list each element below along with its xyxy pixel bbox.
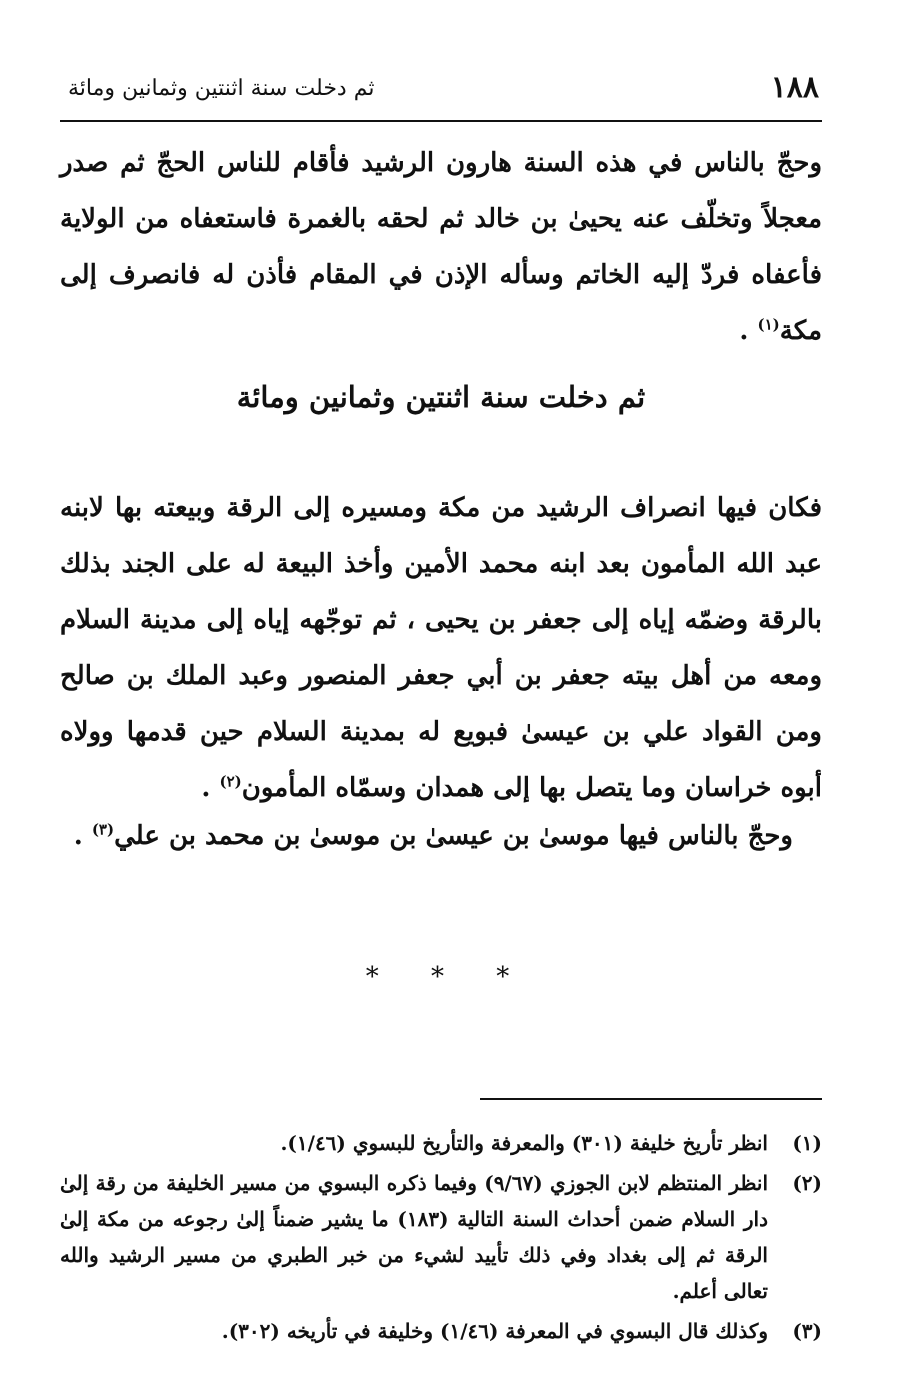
footnote-2 [60, 1165, 822, 1309]
running-title: ثم دخلت سنة اثنتين وثمانين ومائة [68, 76, 375, 101]
header-rule [60, 120, 822, 122]
paragraph-2-text: فكان فيها انصراف الرشيد من مكة ومسيره إلى الرقة وبيعته بها لابنه عبد الله المأمون بعد ابنه محمد الأمين وأخذ البيعة له على الجند بذلك بالرقة وضمّه إياه إلى جعفر بن يحيى ، ثم توجّهه إياه إلى مدينة السلام ومعه من أهل بيته جعفر بن أبي جعفر المنصور وعبد الملك بن صالح ومن القواد علي بن عيسىٰ فبويع له بمدينة السلام حين قدمها وولاه أبوه خراسان وما يتصل بها إلى همدان وسمّاه المأمون [60, 493, 822, 803]
paragraph-2 [60, 480, 822, 816]
footnote-text: انظر تأريخ خليفة (٣٠١) والمعرفة والتأريخ للبسوي (١/٤٦). [280, 1131, 768, 1155]
footnote-number: (٢) [792, 1171, 822, 1195]
footnotes [60, 1125, 822, 1353]
footnote-rule [480, 1098, 822, 1100]
paragraph-3-text: وحجّ بالناس فيها موسىٰ بن عيسىٰ بن موسىٰ بن محمد بن علي [114, 821, 793, 851]
footnote-ref-3[interactable]: (٣) [91, 820, 115, 839]
paragraph-3 [74, 808, 793, 864]
paragraph-3-end: . [73, 821, 92, 851]
footnote-1 [60, 1125, 822, 1161]
footnote-text: وكذلك قال البسوي في المعرفة (١/٤٦) وخليفة في تأريخه (٣٠٢). [221, 1319, 768, 1343]
footnote-number: (١) [792, 1131, 822, 1155]
footnote-ref-1[interactable]: (١) [757, 315, 780, 334]
paragraph-1-end: . [739, 316, 758, 346]
footnote-text: انظر المنتظم لابن الجوزي (٩/٦٧) وفيما ذكره البسوي من مسير الخليفة من رقة إلىٰ دار السلام ضمن أحداث السنة التالية (١٨٣) ما يشير ضمناً إلىٰ رجوعه من مكة إلىٰ الرقة ثم إلى بغداد وفي ذلك تأييد لشيء من خبر الطبري من مسير الرشيد والله تعالى أعلم. [60, 1171, 768, 1303]
footnote-3 [60, 1313, 822, 1349]
section-heading: ثم دخلت سنة اثنتين وثمانين ومائة [236, 380, 646, 414]
paragraph-1-text: وحجّ بالناس في هذه السنة هارون الرشيد فأقام للناس الحجّ ثم صدر معجلاً وتخلّف عنه يحيىٰ بن خالد ثم لحقه بالغمرة فاستعفاه من الولاية فأعفاه فردّ إليه الخاتم وسأله الإذن في المقام فأذن له فانصرف إلى مكة [60, 148, 822, 346]
footnote-ref-2[interactable]: (٢) [219, 772, 242, 791]
paragraph-2-end: . [201, 773, 220, 803]
paragraph-1 [60, 135, 822, 359]
page-number: ١٨٨ [770, 70, 819, 105]
footnote-number: (٣) [792, 1319, 822, 1343]
section-separator: * * * [365, 962, 532, 992]
